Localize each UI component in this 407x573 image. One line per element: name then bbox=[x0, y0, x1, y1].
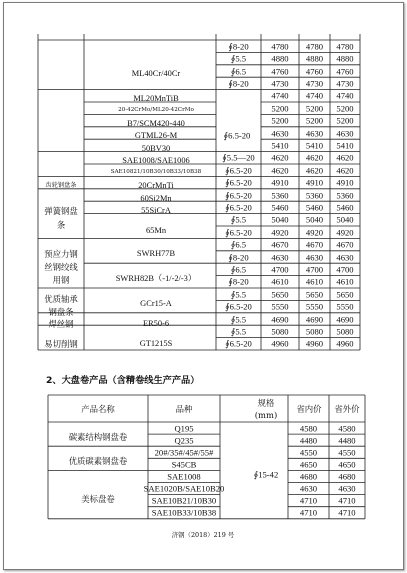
spec-cell: ∮5.5—20 bbox=[222, 153, 255, 163]
price-cell: 5360 bbox=[305, 190, 324, 201]
header-outside-price: 省外价 bbox=[334, 403, 360, 414]
grade-er50: ER50-6 bbox=[142, 318, 170, 328]
price-cell: 4630 bbox=[299, 483, 318, 494]
grade-b7: B7/SCM420-440 bbox=[127, 118, 185, 128]
spec-cell: ∮6.5-20 bbox=[225, 227, 252, 238]
price-cell: 4700 bbox=[336, 264, 354, 275]
price-cell: 4910 bbox=[305, 177, 324, 188]
price-cell: 4690 bbox=[271, 314, 289, 325]
grade-gt1215s: GT1215S bbox=[139, 338, 173, 348]
price-cell: 4780 bbox=[271, 41, 289, 52]
price-cell: 4690 bbox=[305, 314, 324, 325]
category-spring-steel-line2: 条 bbox=[56, 219, 66, 230]
price-cell: 5650 bbox=[305, 289, 324, 300]
price-cell: 4670 bbox=[305, 239, 324, 250]
price-cell: 5080 bbox=[336, 326, 354, 337]
grade-gcr15: GCr15-A bbox=[140, 298, 172, 308]
price-cell: 5200 bbox=[336, 103, 354, 114]
spec-cell: ∮6.5 bbox=[230, 239, 247, 250]
section-heading: 2、大盘卷产品（含精卷线生产产品） bbox=[46, 375, 200, 386]
spec-cell: ∮6.5 bbox=[230, 264, 247, 275]
header-variety: 品种 bbox=[175, 403, 193, 414]
price-cell: 4710 bbox=[338, 507, 356, 518]
price-cell: 5200 bbox=[305, 103, 324, 114]
price-cell: 5410 bbox=[271, 140, 289, 151]
grade-60si2mn: 60Si2Mn bbox=[140, 193, 172, 203]
grade-55sicra: 55SiCrA bbox=[141, 205, 171, 215]
price-cell: 4710 bbox=[338, 495, 356, 506]
price-cell: 4920 bbox=[305, 227, 324, 238]
price-cell: 4680 bbox=[299, 471, 318, 482]
price-cell: 4630 bbox=[305, 252, 324, 263]
spec-all: ∮15-42 bbox=[253, 469, 279, 480]
spec-cell: ∮6.5-20 bbox=[225, 177, 252, 188]
header-spec-unit: (mm) bbox=[254, 409, 278, 420]
price-cell: 4620 bbox=[336, 165, 354, 176]
spec-cell: ∮5.5 bbox=[230, 289, 247, 300]
category-spring-steel-line1: 弹簧钢盘 bbox=[44, 205, 78, 216]
grade-sae1008: SAE1008/SAE1006 bbox=[122, 155, 190, 165]
price-cell: 5040 bbox=[336, 215, 354, 225]
price-cell: 4620 bbox=[305, 153, 324, 163]
price-cell: 5360 bbox=[336, 190, 354, 201]
category-prestressed-line1: 预应力钢 bbox=[44, 248, 78, 259]
price-cell: 5650 bbox=[336, 289, 354, 300]
price-cell: 5460 bbox=[336, 202, 354, 213]
price-cell: 4880 bbox=[271, 53, 289, 64]
price-cell: 4780 bbox=[305, 41, 324, 52]
price-cell: 4730 bbox=[305, 78, 324, 89]
category-bearing-line2: 钢盘条 bbox=[48, 306, 74, 317]
price-cell: 4630 bbox=[338, 483, 356, 494]
spec-cell: ∮8-20 bbox=[228, 78, 249, 89]
price-cell: 4740 bbox=[305, 91, 324, 101]
price-cell: 4550 bbox=[299, 447, 318, 458]
document-number: 济钢（2018）219 号 bbox=[171, 531, 235, 539]
spec-cell: ∮8-20 bbox=[228, 41, 249, 52]
price-cell: 4880 bbox=[305, 53, 324, 64]
grade-50bv30: 50BV30 bbox=[141, 143, 171, 153]
price-cell: 4700 bbox=[271, 264, 289, 275]
price-cell: 5410 bbox=[305, 140, 324, 151]
price-cell: 5550 bbox=[336, 301, 354, 312]
price-cell: 4650 bbox=[338, 459, 356, 470]
price-cell: 4960 bbox=[336, 339, 354, 349]
spec-cell: ∮6.5-20 bbox=[225, 202, 252, 213]
variety-cell: 20#/35#/45#/55# bbox=[154, 447, 214, 458]
price-cell: 5080 bbox=[305, 326, 324, 337]
price-cell: 4580 bbox=[299, 423, 318, 434]
price-cell: 5410 bbox=[336, 140, 354, 151]
price-cell: 4650 bbox=[299, 459, 318, 470]
price-cell: 4690 bbox=[336, 314, 354, 325]
category-gear-steel: 齿轮钢盘条 bbox=[45, 181, 77, 189]
price-cell: 4480 bbox=[299, 435, 318, 446]
grade-ml20mntib: ML20MnTiB bbox=[133, 93, 179, 103]
price-cell: 4480 bbox=[338, 435, 356, 446]
category-welding-wire: 焊丝钢 bbox=[48, 318, 74, 329]
header-product-name: 产品名称 bbox=[81, 403, 115, 414]
category-free-cutting: 易切削钢 bbox=[44, 338, 78, 349]
header-spec: 规格 bbox=[257, 397, 275, 408]
price-cell: 4620 bbox=[305, 165, 324, 176]
spec-cell: ∮5.5 bbox=[230, 326, 247, 337]
price-cell: 4710 bbox=[299, 507, 318, 518]
price-cell: 4760 bbox=[336, 66, 354, 77]
price-cell: 5200 bbox=[271, 115, 289, 126]
price-cell: 5460 bbox=[305, 202, 324, 213]
price-cell: 4610 bbox=[271, 277, 289, 287]
price-cell: 4680 bbox=[338, 471, 356, 482]
price-cell: 4610 bbox=[305, 277, 324, 287]
price-cell: 4670 bbox=[336, 239, 354, 250]
grade-crmo: 20-42CrMo/ML20-42CrMo bbox=[118, 107, 194, 114]
spec-cell: ∮5.5 bbox=[230, 53, 247, 64]
price-cell: 5550 bbox=[305, 301, 324, 312]
price-cell: 4610 bbox=[336, 277, 354, 287]
price-cell: 4740 bbox=[271, 91, 289, 101]
price-cell: 4920 bbox=[336, 227, 354, 238]
price-cell: 5080 bbox=[271, 326, 289, 337]
grade-gtml26: GTML26-M bbox=[134, 130, 178, 140]
spec-cell: ∮6.5-20 bbox=[225, 190, 252, 201]
spec-cell: ∮5.5 bbox=[230, 215, 247, 225]
price-cell: 4630 bbox=[336, 252, 354, 263]
spec-cell: ∮6.5-20 bbox=[225, 339, 252, 349]
group-carbon-structural: 碳素结构钢盘卷 bbox=[68, 431, 128, 442]
price-cell: 4630 bbox=[271, 128, 289, 139]
variety-cell: SAE10B21/10B30 bbox=[151, 495, 217, 506]
grade-ml40cr: ML40Cr/40Cr bbox=[131, 68, 181, 78]
price-cell: 5650 bbox=[271, 289, 289, 300]
price-cell: 5550 bbox=[271, 301, 289, 312]
price-cell: 5200 bbox=[271, 103, 289, 114]
price-cell: 4700 bbox=[305, 264, 324, 275]
variety-cell: Q235 bbox=[174, 435, 194, 446]
price-cell: 4760 bbox=[271, 66, 289, 77]
price-cell: 4550 bbox=[338, 447, 356, 458]
price-cell: 4730 bbox=[336, 78, 354, 89]
price-cell: 4910 bbox=[271, 177, 289, 188]
price-cell: 5040 bbox=[271, 215, 289, 225]
grade-swrh82b: SWRH82B（-1/-2/-3） bbox=[115, 273, 197, 283]
spec-cell: ∮6.5-20 bbox=[225, 165, 252, 176]
grade-swrh77b: SWRH77B bbox=[136, 248, 176, 258]
price-cell: 4740 bbox=[336, 91, 354, 101]
price-cell: 4880 bbox=[336, 53, 354, 64]
header-domestic-price: 省内价 bbox=[296, 403, 322, 414]
variety-cell: Q195 bbox=[174, 423, 194, 434]
spec-cell: ∮6.5-20 bbox=[225, 301, 252, 312]
grade-65mn: 65Mn bbox=[145, 225, 167, 235]
spec-cell: ∮5.5 bbox=[230, 314, 247, 325]
category-bearing-line1: 优质轴承 bbox=[44, 293, 78, 304]
grade-sae10821: SAE10821/10B30/10B33/10B38 bbox=[110, 169, 202, 176]
price-cell: 4620 bbox=[271, 165, 289, 176]
price-cell: 4630 bbox=[271, 252, 289, 263]
spec-cell: ∮6.5 bbox=[230, 66, 247, 77]
variety-cell: SAE10B33/10B38 bbox=[151, 507, 217, 518]
price-cell: 4910 bbox=[336, 177, 354, 188]
price-cell: 4670 bbox=[271, 239, 289, 250]
group-american-standard: 美标盘卷 bbox=[81, 493, 115, 504]
group-quality-carbon: 优质碳素钢盘卷 bbox=[68, 455, 128, 466]
price-cell: 4580 bbox=[338, 423, 356, 434]
price-cell: 4780 bbox=[336, 41, 354, 52]
category-prestressed-line3: 用钢 bbox=[52, 274, 70, 285]
price-cell: 5360 bbox=[271, 190, 289, 201]
price-cell: 4630 bbox=[336, 128, 354, 139]
spec-cell: ∮8-20 bbox=[228, 252, 249, 263]
variety-cell: S45CB bbox=[171, 459, 197, 470]
price-cell: 4960 bbox=[305, 339, 324, 349]
price-cell: 4710 bbox=[299, 495, 318, 506]
variety-cell: SAE1008 bbox=[167, 471, 201, 482]
price-cell: 4630 bbox=[305, 128, 324, 139]
price-cell: 4920 bbox=[271, 227, 289, 238]
price-cell: 5040 bbox=[305, 215, 324, 225]
spec-merged: ∮6.5-20 bbox=[223, 130, 251, 141]
price-cell: 4620 bbox=[336, 153, 354, 163]
price-cell: 5200 bbox=[336, 115, 354, 126]
price-cell: 5460 bbox=[271, 202, 289, 213]
price-cell: 4730 bbox=[271, 78, 289, 89]
variety-cell: SAE1020B/SAE10B20 bbox=[143, 483, 225, 494]
grade-20crmnti: 20CrMnTi bbox=[138, 180, 174, 190]
price-cell: 4960 bbox=[271, 339, 289, 349]
price-cell: 4620 bbox=[271, 153, 289, 163]
spec-cell: ∮8-20 bbox=[228, 277, 249, 287]
category-prestressed-line2: 丝钢绞线 bbox=[44, 261, 78, 272]
price-cell: 5200 bbox=[305, 115, 324, 126]
price-cell: 4760 bbox=[305, 66, 324, 77]
